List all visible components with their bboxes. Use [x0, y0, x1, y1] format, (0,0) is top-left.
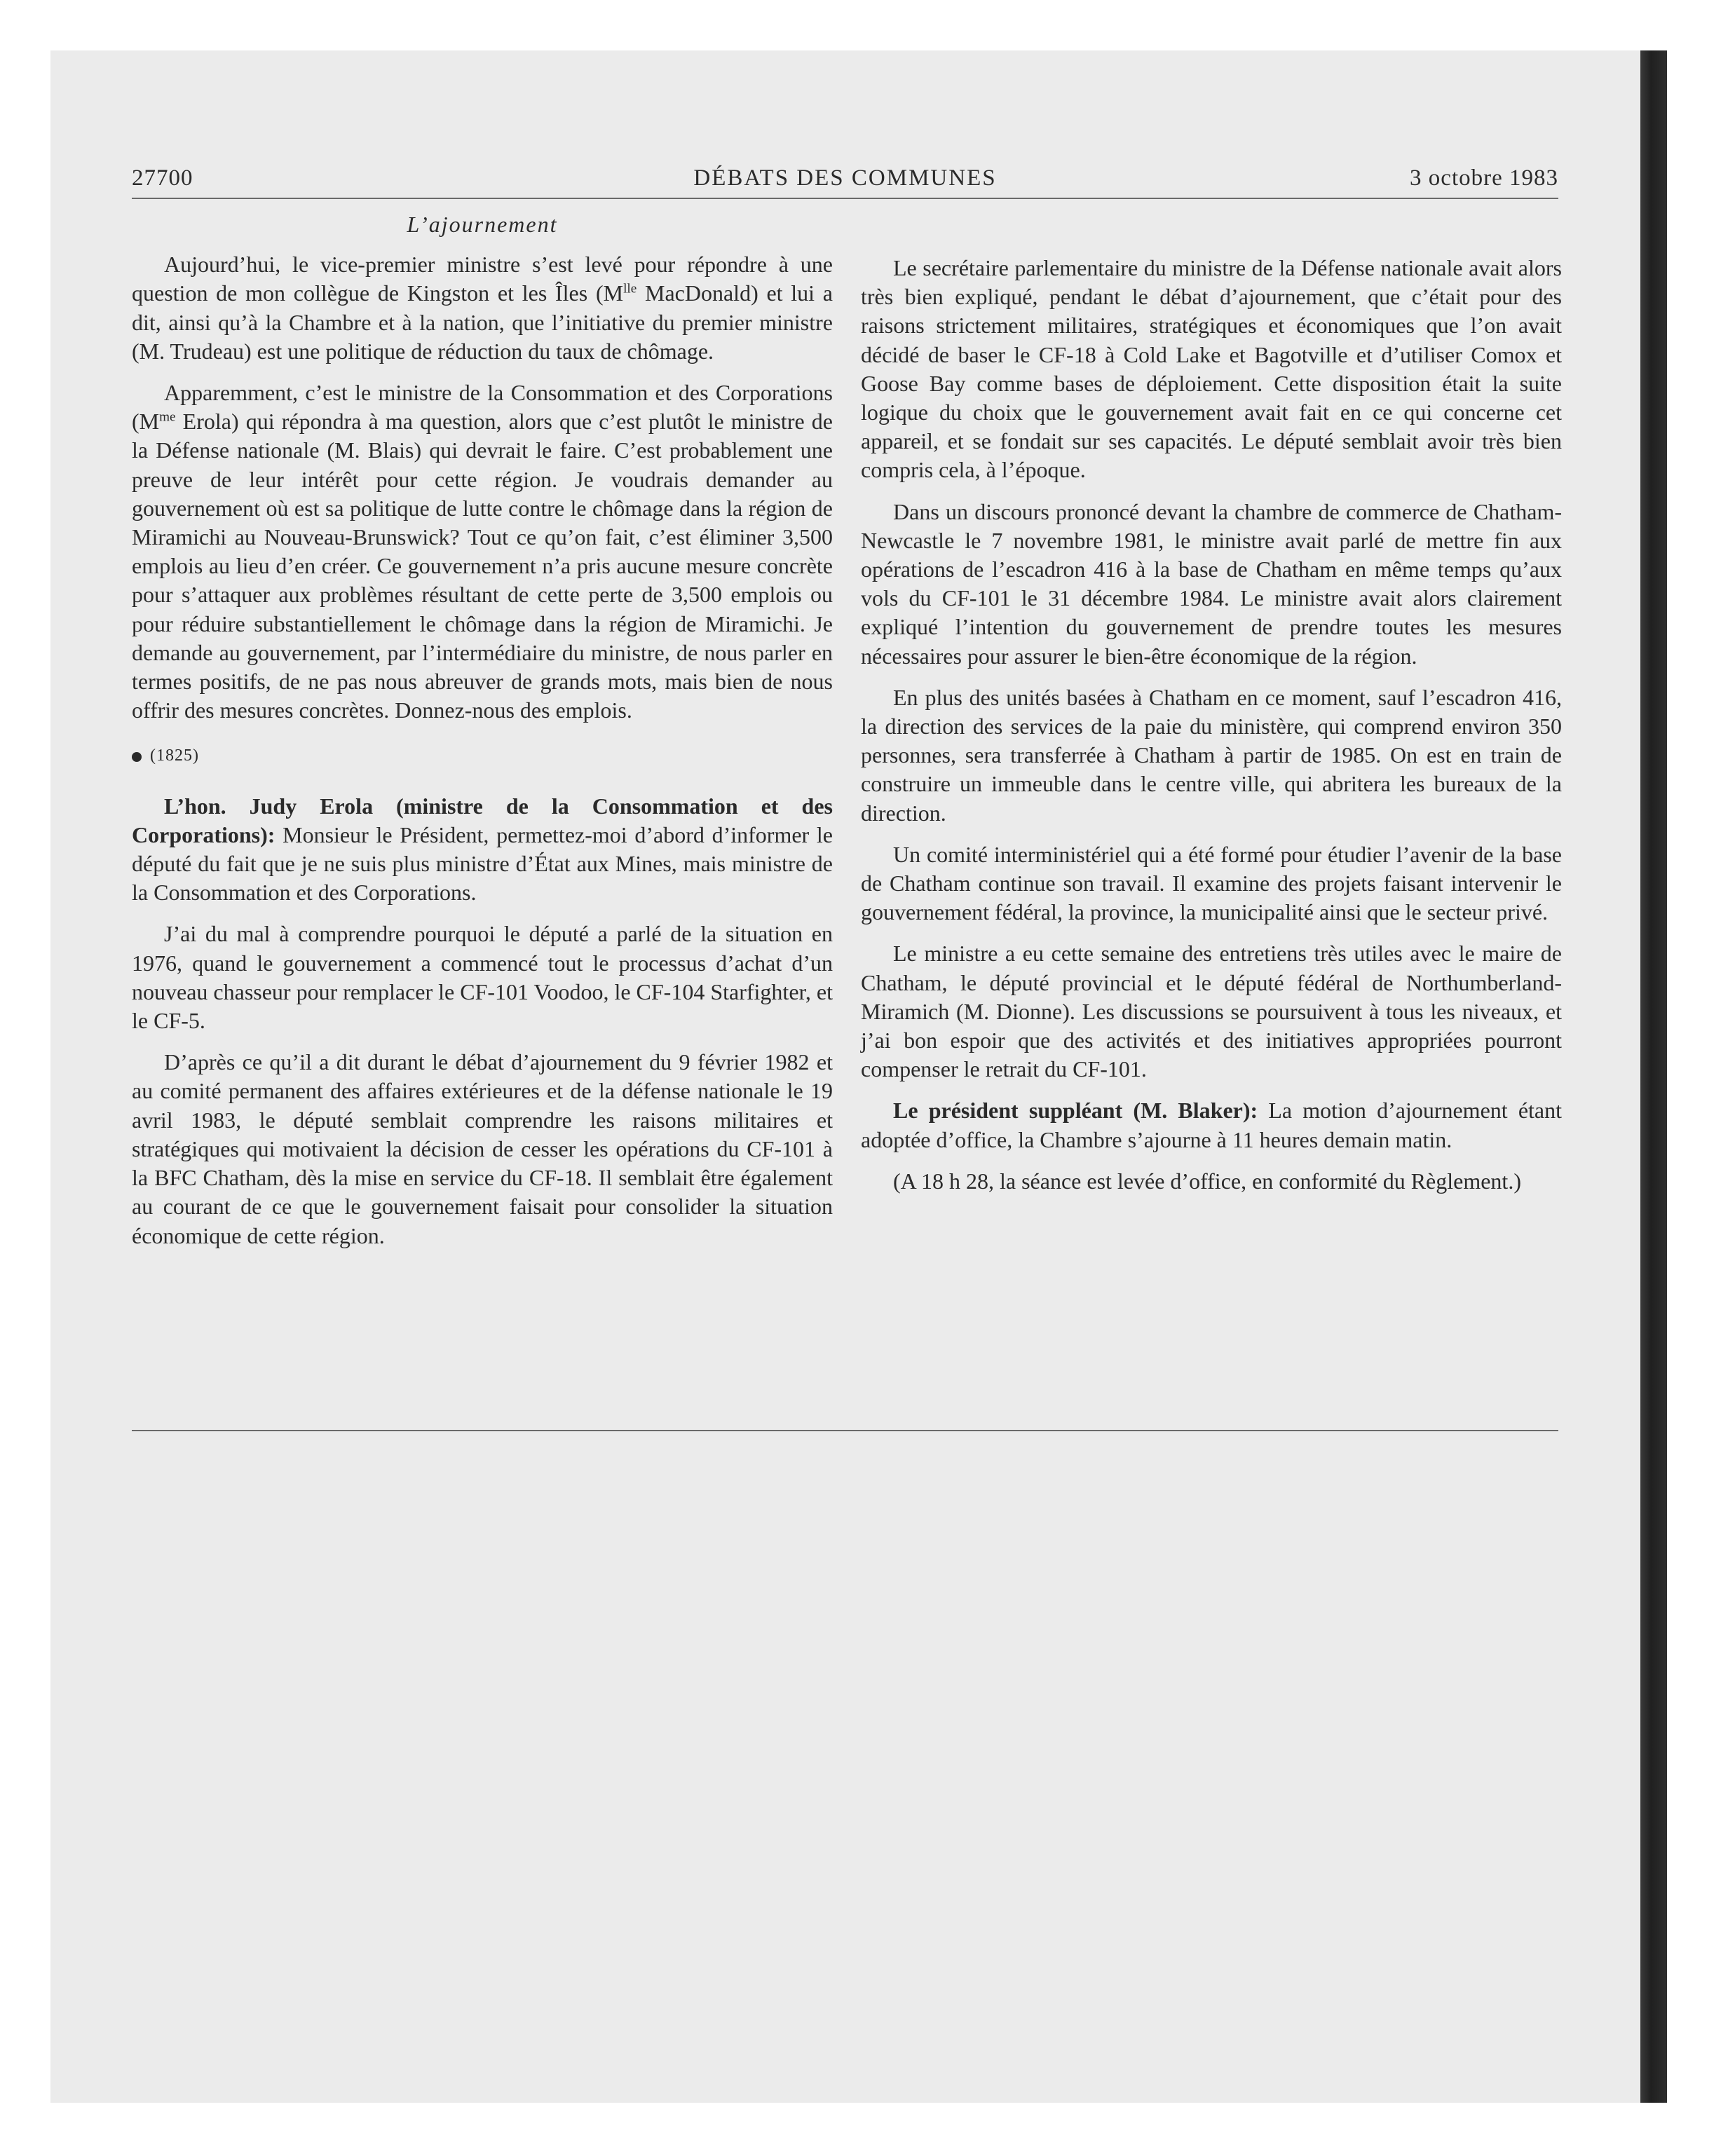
bullet-icon [132, 752, 142, 762]
paragraph: D’après ce qu’il a dit durant le débat d’ajournement du 9 février 1982 et au comité permanent des affaires extérieures et de la défense nationale le 19 avril 1983, le député semblait comprendre les raisons militaires et stratégiques qui motivaient la décision de cesser les opérations du CF-101 à la BFC Chatham, dès la mise en service du CF-18. Il semblait être également au courant de ce que le gouvernement faisait pour consolider la situation économique de cette région. [132, 1049, 833, 1248]
section-title: L’ajournement [407, 212, 558, 237]
paragraph-text: Erola) qui répondra à ma question, alors que c’est plutôt le ministre de la Défense nationale (M. Blais) qui devrait le faire. C’est probablement une preuve de leur intérêt pour cette région. Je voudrais demander au gouvernement où est sa politique de lutte contre le chômage dans la région de Miramichi au Nouveau-Brunswick? Tout ce qu’on fait, c’est éliminer 3,500 emplois au lieu d’en créer. Ce gouvernement n’a pris aucune mesure concrète pour s’attaquer aux problèmes résultant de cette perte de 3,500 emplois ou pour réduire substantiellement le chômage dans la région de Miramichi. Je demande au gouvernement, par l’intermédiaire du ministre, de nous parler en termes positifs, de ne pas nous abreuver de grands mots, mais bien de nous offrir des mesures concrètes. Donnez-nous des emplois. [132, 409, 833, 723]
paragraph [132, 250, 833, 366]
page-number: 27700 [132, 165, 193, 191]
page-date: 3 octobre 1983 [1410, 165, 1558, 191]
left-column [132, 210, 833, 1263]
paragraph: Le ministre a eu cette semaine des entretiens très utiles avec le maire de Chatham, le député provincial et le député fédéral de Northumberland-Miramich (M. Dionne). Les discussions se poursuivent à tous les niveaux, et j’ai bon espoir que des activités et des initiatives appropriées pourront compenser le retrait du CF-101. [861, 941, 1562, 1082]
scan-edge-shadow [1640, 50, 1667, 2103]
paragraph: Dans un discours prononcé devant la chambre de commerce de Chatham-Newcastle le 7 novembre 1981, le ministre avait parlé de mettre fin aux opérations de l’escadron 416 à la base de Chatham en même temps qu’aux vols du CF-101 le 31 décembre 1984. Le ministre avait alors clairement expliqué l’intention du gouvernement de prendre toutes les mesures nécessaires pour assurer le bien-être économique de la région. [861, 498, 1562, 669]
superscript: me [159, 409, 176, 425]
paragraph: (A 18 h 28, la séance est levée d’office, en conformité du Règlement.) [893, 1168, 1521, 1194]
paragraph: Un comité interministériel qui a été formé pour étudier l’avenir de la base de Chatham continue son travail. Il examine des projets faisant intervenir le gouvernement fédéral, la province, la municipalité ainsi que le secteur privé. [861, 841, 1562, 925]
speaker-name: L’hon. Judy Erola (ministre de la Consommation et des Corporations): [132, 793, 833, 847]
page-header [132, 165, 1558, 199]
paragraph: J’ai du mal à comprendre pourquoi le député a parlé de la situation en 1976, quand le gouvernement a commencé tout le processus d’achat d’un nouveau chasseur pour remplacer le CF-101 Voodoo, le CF-104 Starfighter, et le CF-5. [132, 921, 833, 1034]
time-marker [132, 742, 833, 770]
paragraph [861, 1096, 1562, 1154]
right-column [861, 254, 1562, 1208]
paragraph-text: La motion d’ajournement étant adoptée d’office, la Chambre s’ajourne à 11 heures demain matin. [861, 1098, 1562, 1152]
publication-title: DÉBATS DES COMMUNES [693, 165, 997, 191]
paragraph: En plus des unités basées à Chatham en ce moment, sauf l’escadron 416, la direction des services de la paie du ministère, qui comprend environ 350 personnes, sera transferrée à Chatham à partir de 1985. On est en train de construire un immeuble dans le centre ville, qui abritera les bureaux de la direction. [861, 684, 1562, 826]
paragraph-text: MacDonald) et lui a dit, ainsi qu’à la Chambre et à la nation, que l’initiative du premier ministre (M. Trudeau) est une politique de réduction du taux de chômage. [132, 280, 834, 364]
paragraph-text: Monsieur le Président, permettez-moi d’abord d’informer le député du fait que je ne suis plus ministre d’État aux Mines, mais ministre de la Consommation et des Corporations. [132, 821, 833, 906]
speaker-name: Le président suppléant (M. Blaker): [893, 1098, 1258, 1124]
paragraph: Le secrétaire parlementaire du ministre de la Défense nationale avait alors très bien expliqué, pendant le débat d’ajournement, que c’était pour des raisons strictement militaires, stratégiques et économiques que l’on avait décidé de baser le CF-18 à Cold Lake et Bagotville et d’utiliser Comox et Goose Bay comme bases de déploiement. Cette disposition était la suite logique du choix que le gouvernement avait fait en ce qui concerne cet appareil, et se fondait sur ses capacités. Le député semblait avoir très bien compris cela, à l’époque. [861, 255, 1562, 483]
superscript: lle [623, 281, 637, 296]
paragraph [132, 378, 833, 725]
paragraph [132, 792, 833, 908]
time-marker-text: (1825) [150, 746, 199, 765]
footer-rule [132, 1430, 1558, 1431]
paragraph-text: Apparemment, c’est le ministre de la Consommation et des Corporations (M [132, 380, 833, 435]
paragraph-text: Aujourd’hui, le vice-premier ministre s’est levé pour répondre à une question de mon collègue de Kingston et les Îles (M [132, 252, 833, 306]
